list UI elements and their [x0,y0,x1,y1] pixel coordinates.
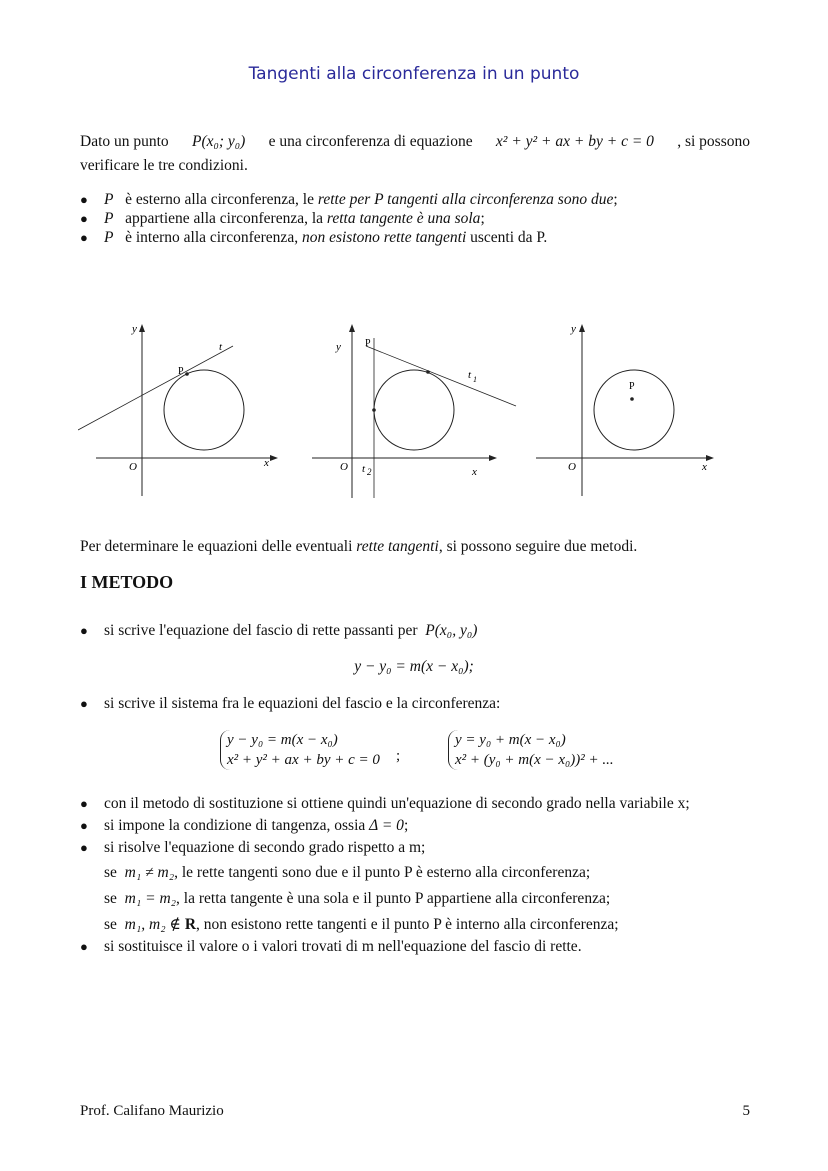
case-row: se m₁ = m₂, la retta tangente è una sola e il punto P appartiene alla circonferenza; [104,890,611,907]
list-item: ● P appartiene alla circonferenza, la retta tangente è una sola; [80,210,485,227]
p-label: P [365,338,371,349]
intro-line-2: verificare le tre condizioni. [80,157,248,174]
conditions-list [80,190,760,247]
brace-icon: y − y₀ = m(x − x₀) x² + y² + ax + by + c = 0 [220,730,380,770]
bullet-icon: ● [80,696,88,711]
intro-line-1 [80,132,750,152]
point-p [185,372,189,376]
equation-fascio: y − y₀ = m(x − x₀); [354,658,474,675]
list-item: ● si scrive l'equazione del fascio di rette passanti per P(x₀, y₀) [80,620,770,642]
system-a [220,730,380,770]
list-item: ● si risolve l'equazione di secondo grado rispetto a m; [80,837,770,859]
intro-text-3: , si possono [677,133,750,150]
case-row: se m₁ ≠ m₂, le rette tangenti sono due e il punto P è esterno alla circonferenza; [104,864,591,881]
p-label: P [178,366,184,377]
list-item: ● P è interno alla circonferenza, non esistono rette tangenti uscenti da P. [80,229,548,246]
methods-intro: Per determinare le equazioni delle eventuali rette tangenti, si possono seguire due metodi. [80,538,638,555]
intro-point: P(x₀; y₀) [191,133,246,150]
bullet-icon: ● [80,230,88,245]
t1-label: t [468,369,472,381]
circle [374,370,454,450]
circle [164,370,244,450]
origin-label: O [129,461,137,473]
arrow-icon [706,455,714,461]
intro-text-2: e una circonferenza di equazione [268,133,473,150]
figure-internal-point [536,323,714,496]
bullet-icon: ● [80,818,88,833]
tangency-point [426,370,430,374]
page-number: 5 [742,1103,750,1119]
tangent-line-1 [366,346,516,406]
arrow-icon [270,455,278,461]
t1-subscript: 1 [473,375,477,384]
figure-point-on-circle [312,324,516,498]
p-label: P [629,381,635,392]
figure-external-point [78,323,278,496]
x-label: x [702,461,707,473]
point-p [630,397,634,401]
t2-label: t [362,463,366,475]
case-row: se m₁, m₂ ∉ R, non esistono rette tangenti e il punto P è interno alla circonferenza; [104,916,619,933]
intro-equation: x² + y² + ax + by + c = 0 [495,133,654,150]
page-title: Tangenti alla circonferenza in un punto [248,64,580,84]
system-b [448,730,614,770]
list-item: ● si scrive il sistema fra le equazioni del fascio e la circonferenza: [80,693,770,715]
arrow-icon [349,324,355,332]
bullet-icon: ● [80,623,88,638]
list-item: ● P è esterno alla circonferenza, le rette per P tangenti alla circonferenza sono due; [80,191,618,208]
arrow-icon [579,324,585,332]
bullet-icon: ● [80,939,88,954]
arrow-icon [489,455,497,461]
bullet-icon: ● [80,192,88,207]
y-label: y [571,323,576,335]
bullet-icon: ● [80,796,88,811]
list-item: ● si impone la condizione di tangenza, ossia Δ = 0; [80,815,770,837]
t2-subscript: 2 [367,467,372,477]
brace-icon: y = y₀ + m(x − x₀) x² + (y₀ + m(x − x₀))² + ... [448,730,614,770]
y-label: y [336,341,341,353]
tangency-point [372,408,376,412]
x-label: x [264,457,269,469]
intro-text-1: Dato un punto [80,133,169,150]
x-label: x [472,466,477,478]
bullet-icon: ● [80,840,88,855]
system-separator: ; [396,748,401,764]
section-heading: I METODO [80,572,174,592]
list-item: ● si sostituisce il valore o i valori trovati di m nell'equazione del fascio di rette. [80,936,770,958]
footer-author: Prof. Califano Maurizio [80,1103,224,1119]
bullet-icon: ● [80,211,88,226]
y-label: y [132,323,137,335]
origin-label: O [568,461,576,473]
arrow-icon [139,324,145,332]
t-label: t [219,341,223,353]
origin-label: O [340,461,348,473]
tangent-figures [78,318,728,503]
steps-list [80,793,770,958]
list-item: ● con il metodo di sostituzione si ottiene quindi un'equazione di secondo grado nella variabile x; [80,793,770,815]
tangent-line [78,346,233,430]
